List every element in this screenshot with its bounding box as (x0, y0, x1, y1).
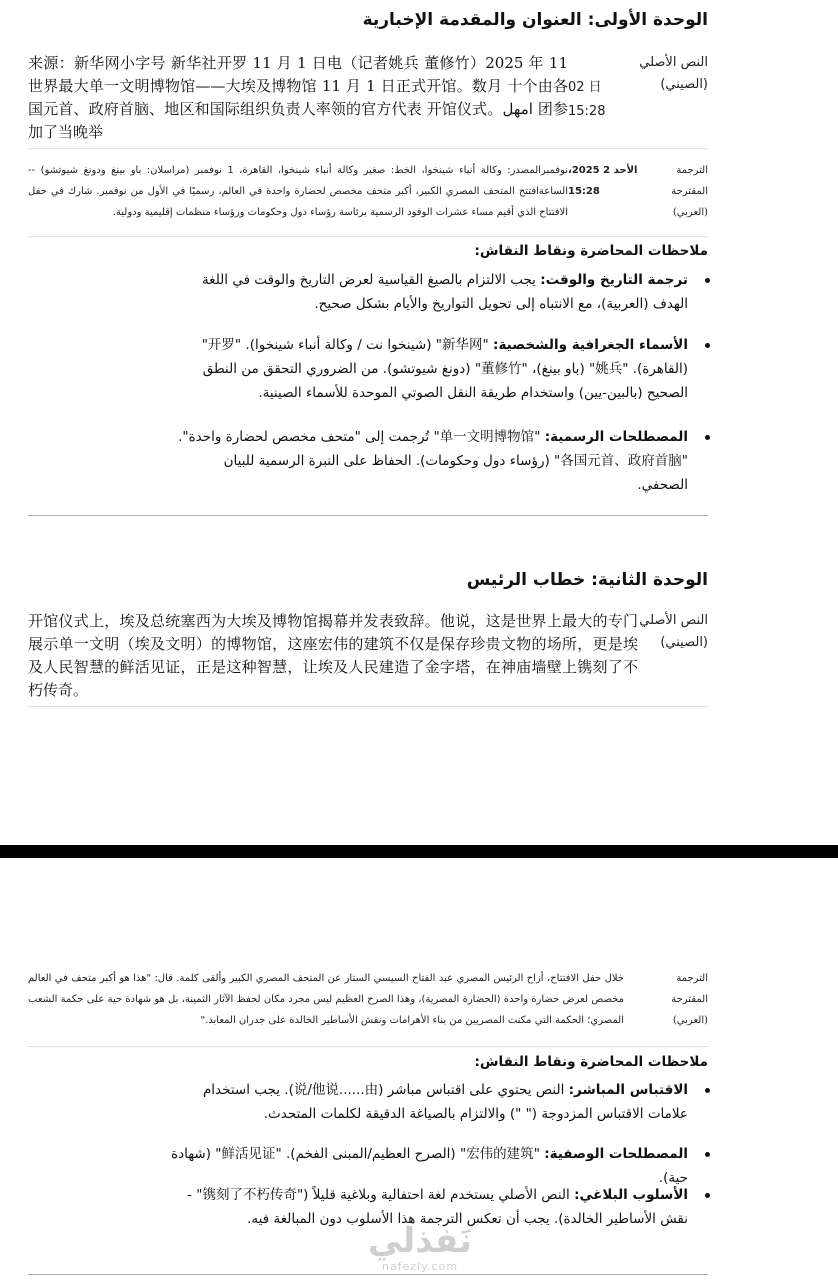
bullet-icon (705, 435, 710, 440)
unit2-translation-label: الترجمة المقترحة (العربي) (671, 973, 708, 1026)
unit1-original-text: 来源：新华网小字号 新华社开罗 11 月 1 日电（记者姚兵 董修竹）2025 年 11 世界最大单一文明博物馆——大埃及博物馆 11 月 1 日正式开馆。数月 十个由各国元首、政府首脑、地区和国际组织负责人率领的官方代表 开馆仪式。امهل 团参加了当晚举 (28, 54, 568, 141)
unit2-title: الوحدة الثانية: خطاب الرئيس (466, 570, 708, 590)
bullet-icon (705, 1193, 710, 1198)
divider (28, 1046, 708, 1047)
note-item (170, 425, 688, 497)
bullet-icon (705, 343, 710, 348)
watermark-url: nafezly.com (381, 1260, 459, 1273)
bullet-icon (705, 278, 710, 283)
note-item (170, 268, 688, 316)
unit1-translation-text: نوفمبرالمصدر: وكالة أنباء شينخوا، الخط: صغير وكالة أنباء شينخوا، القاهرة، 1 نوفمبر (مراسلان: باو بينغ ودونغ شيوتشو) -- الساعةافتتح المتحف المصري الكبير، أكبر متحف مخصص لحضارة واحدة في العالم، رسميًا في الأول من نوفمبر. شارك في حفل الافتتاح الذي أقيم مساء عشرات الوفود الرسمية برئاسة رؤساء دول وحكومات ورؤساء منظمات إقليمية ودولية. (28, 165, 568, 218)
note-title: ترجمة التاريخ والوقت: (540, 272, 688, 288)
note-title: الأسلوب البلاغي: (574, 1187, 688, 1203)
note-title: الاقتباس المباشر: (568, 1082, 688, 1098)
note-item (170, 333, 688, 405)
unit2-notes-heading: ملاحظات المحاضرة ونقاط النقاش: (474, 1054, 708, 1070)
note-text: يجب الالتزام بالصيغ القياسية لعرض التاريخ والوقت في اللغة الهدف (العربية)، مع الانتباه إلى تحويل التواريخ والأيام بشكل صحيح. (201, 272, 688, 312)
note-text: النص يحتوي على اقتباس مباشر (说/他说......由). يجب استخدام علامات الاقتباس المزدوجة (" ") والالتزام بالصياغة الدقيقة لكلمات المتحدث. (202, 1082, 688, 1122)
watermark-text: نَفذلي (367, 1221, 473, 1261)
unit2-original-row (28, 610, 708, 702)
divider (28, 706, 708, 707)
unit1-original-row (28, 52, 708, 142)
unit2-original-label: النص الأصلي (الصيني) (639, 613, 708, 650)
bullet-icon (705, 1152, 710, 1157)
unit1-title: الوحدة الأولى: العنوان والمقدمة الإخبارية (362, 10, 708, 30)
note-text: "新华网" (شينخوا نت / وكالة أنباء شينخوا). "开罗" (القاهرة). "姚兵" (باو بينغ)، "董修竹" (دونغ شيوتشو). من الضروري التحقق من النطق الصحيح (بالبين-يين) واستخدام طريقة النقل الصوتي الموحدة للأسماء الصينية. (201, 337, 688, 401)
unit2-original-text: 开馆仪式上，埃及总统塞西为大埃及博物馆揭幕并发表致辞。他说，这是世界上最大的专门展示单一文明（埃及文明）的博物馆，这座宏伟的建筑不仅是保存珍贵文物的场所，更是埃及人民智慧的鲜活见证，正是这种智慧，让埃及人民建造了金字塔，在神庙墙壁上镌刻了不朽传奇。 (28, 612, 638, 699)
unit1-original-label: النص الأصلي (الصيني) (639, 55, 708, 92)
note-title: المصطلحات الرسمية: (544, 429, 688, 445)
unit1-original-meta: 02 日 15:28 (568, 80, 606, 119)
note-title: الأسماء الجغرافية والشخصية: (493, 337, 688, 353)
divider (28, 515, 708, 516)
bullet-icon (705, 1088, 710, 1093)
document-page-2 (0, 858, 838, 1280)
note-item (170, 1078, 688, 1126)
unit1-translation-meta: الأحد 2 2025، 15:28 (568, 165, 638, 197)
unit1-translation-label: الترجمة المقترحة (العربي) (671, 165, 708, 218)
unit2-translation-row (28, 968, 708, 1038)
note-title: المصطلحات الوصفية: (544, 1146, 688, 1162)
note-item (170, 1183, 688, 1231)
divider (28, 1274, 708, 1275)
unit2-translation-text: خلال حفل الافتتاح، أزاح الرئيس المصري عبد الفتاح السيسي الستار عن المتحف المصري الكبير وألقى كلمة. قال: "هذا هو أكبر متحف في العالم مخصص لعرض حضارة واحدة (الحضارة المصرية)، وهذا الصرح العظيم ليس مجرد مكان لحفظ الآثار الثمينة، بل هو شهادة حية على حكمة الشعب المصري؛ الحكمة التي مكنت المصريين من بناء الأهرامات ونقش الأساطير الخالدة على جدران المعابد." (28, 973, 624, 1026)
note-text: "单一文明博物馆" تُرجمت إلى "متحف مخصص لحضارة واحدة". "各国元首、政府首脑" (رؤساء دول وحكومات). الحفاظ على النبرة الرسمية للبيان الصحفي. (178, 429, 688, 493)
unit1-notes-heading: ملاحظات المحاضرة ونقاط النقاش: (474, 243, 708, 259)
note-text: النص الأصلي يستخدم لغة احتفالية وبلاغية قليلاً ("镌刻了不朽传奇" - نقش الأساطير الخالدة). يجب أن تعكس الترجمة هذا الأسلوب دون المبالغة فيه. (187, 1187, 688, 1227)
unit1-translation-row (28, 160, 708, 226)
note-text: "宏伟的建筑" (الصرح العظيم/المبنى الفخم). "鲜活见证" (شهادة حية). (171, 1146, 688, 1186)
divider (28, 148, 708, 149)
divider (28, 236, 708, 237)
